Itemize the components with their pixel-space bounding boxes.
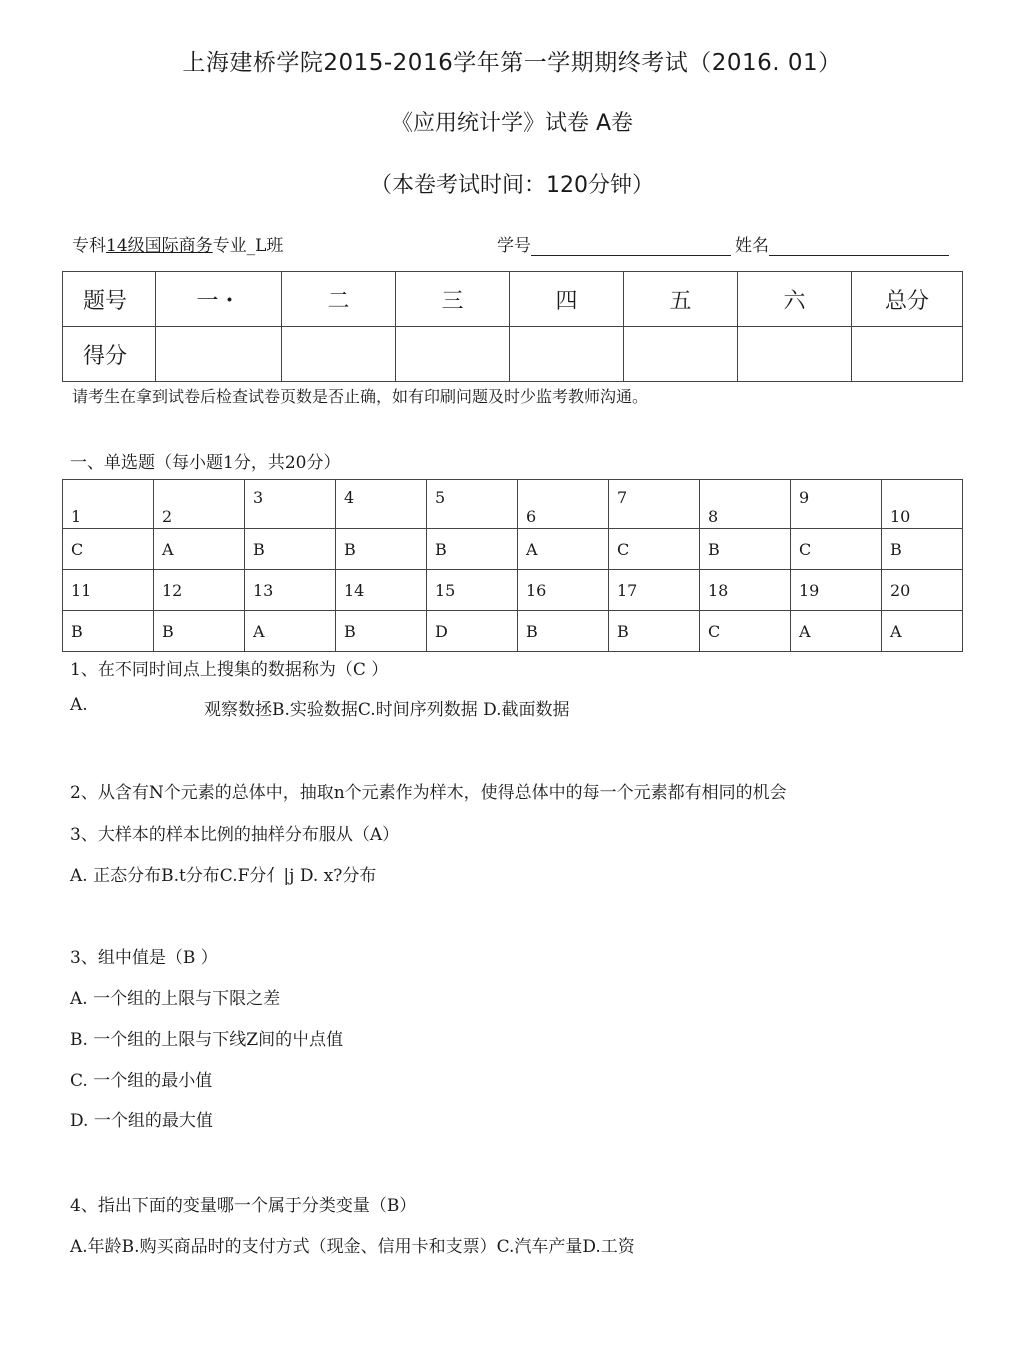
answer-number-cell: 7	[609, 480, 700, 529]
score-header-cell: 三	[396, 272, 510, 327]
answer-letter-cell: C	[609, 529, 700, 570]
answer-letter-cell: B	[245, 529, 336, 570]
question-4: 4、指出下面的变量哪一个属于分类变量（B）	[70, 1196, 417, 1216]
answer-number-cell: 9	[791, 480, 882, 529]
answer-number-cell: 18	[700, 570, 791, 611]
score-cell[interactable]	[510, 327, 624, 382]
answer-letter-cell: A	[882, 611, 963, 652]
score-cell[interactable]	[852, 327, 963, 382]
answer-letter-cell: B	[882, 529, 963, 570]
answer-number-row	[63, 570, 963, 611]
score-cell[interactable]	[738, 327, 852, 382]
answer-number-cell: 11	[63, 570, 154, 611]
class-info	[72, 231, 283, 256]
answer-number-cell: 3	[245, 480, 336, 529]
answer-letter-cell: A	[245, 611, 336, 652]
student-id-field[interactable]	[497, 231, 731, 256]
score-cell[interactable]	[624, 327, 738, 382]
answer-table	[62, 479, 963, 652]
question-4-options: A.年龄B.购买商品时的支付方式（现金、信用卡和支票）C.汽车产量D.工资	[70, 1237, 635, 1257]
score-row-label: 得分	[63, 327, 156, 382]
score-header-cell: 六	[738, 272, 852, 327]
question-3a: 3、大样本的样本比例的抽样分布服从（A）	[70, 825, 400, 845]
answer-letter-cell: B	[609, 611, 700, 652]
answer-number-cell: 1	[63, 480, 154, 529]
class-grade: 14级	[106, 236, 145, 256]
answer-number-cell: 2	[154, 480, 245, 529]
question-1-options: 观察数拯B.实验数据C.时间序列数据 D.截面数据	[204, 700, 570, 720]
answer-letter-cell: D	[427, 611, 518, 652]
answer-number-cell: 4	[336, 480, 427, 529]
student-id-label: 学号	[497, 236, 531, 256]
answer-letter-row	[63, 611, 963, 652]
answer-number-row	[63, 480, 963, 529]
score-header-cell: 二	[282, 272, 396, 327]
score-header-row	[63, 272, 963, 327]
answer-letter-row	[63, 529, 963, 570]
score-cell[interactable]	[396, 327, 510, 382]
answer-letter-cell: B	[63, 611, 154, 652]
answer-letter-cell: B	[700, 529, 791, 570]
score-header-cell: 一・	[156, 272, 282, 327]
student-name-field[interactable]	[735, 231, 949, 256]
answer-letter-cell: C	[791, 529, 882, 570]
exam-duration: （本卷考试时间：120分钟）	[370, 173, 654, 198]
score-header-cell: 四	[510, 272, 624, 327]
score-cell[interactable]	[282, 327, 396, 382]
student-name-label: 姓名	[735, 236, 769, 256]
answer-letter-cell: A	[154, 529, 245, 570]
answer-letter-cell: B	[154, 611, 245, 652]
answer-number-cell: 8	[700, 480, 791, 529]
question-3b-option-b: B. 一个组的上限与下线Z间的屮点值	[70, 1030, 344, 1050]
score-header-cell: 总分	[852, 272, 963, 327]
question-1: 1、在不同时间点上搜集的数据称为（C ）	[70, 660, 389, 680]
class-prefix: 专科	[72, 236, 106, 256]
answer-letter-cell: A	[518, 529, 609, 570]
answer-number-cell: 12	[154, 570, 245, 611]
question-3b-option-d: D. 一个组的最大值	[70, 1111, 213, 1131]
answer-number-cell: 6	[518, 480, 609, 529]
paper-title: 《应用统计学》试卷 A卷	[390, 111, 634, 136]
question-3b: 3、组中值是（B ）	[70, 948, 218, 968]
section1-title: 一、单选题（每小题1分，共20分）	[70, 453, 341, 473]
question-2: 2、从含有N个元素的总体中，抽取n个元素作为样木，使得总体中的每一个元素都有相同的机会	[70, 783, 787, 803]
answer-number-cell: 20	[882, 570, 963, 611]
answer-letter-cell: B	[518, 611, 609, 652]
score-cell[interactable]	[156, 327, 282, 382]
score-header-cell: 五	[624, 272, 738, 327]
student-name-blank[interactable]	[769, 238, 949, 256]
answer-number-cell: 19	[791, 570, 882, 611]
question-3b-option-a: A. 一个组的上限与下限之差	[70, 989, 281, 1009]
question-3b-option-c: C. 一个组的最小值	[70, 1071, 213, 1091]
question-3a-options: A. 正态分布B.t分布C.F分亻|j D. x?分布	[70, 866, 377, 886]
class-suffix: 专业_L班	[212, 236, 284, 256]
answer-letter-cell: C	[63, 529, 154, 570]
student-id-blank[interactable]	[531, 238, 731, 256]
class-major: 国际商务	[144, 236, 213, 256]
answer-letter-cell: C	[700, 611, 791, 652]
score-table	[62, 271, 963, 382]
answer-number-cell: 17	[609, 570, 700, 611]
question-1-option-label: A.	[70, 695, 88, 715]
answer-number-cell: 5	[427, 480, 518, 529]
score-header-cell: 题号	[63, 272, 156, 327]
notice-text: 请考生在拿到试卷后检查试卷页数是否止确，如有印刷问题及时少监考教师沟通。	[72, 387, 649, 406]
answer-letter-cell: B	[336, 529, 427, 570]
answer-number-cell: 15	[427, 570, 518, 611]
score-value-row	[63, 327, 963, 382]
answer-number-cell: 10	[882, 480, 963, 529]
answer-letter-cell: B	[336, 611, 427, 652]
answer-letter-cell: B	[427, 529, 518, 570]
answer-number-cell: 14	[336, 570, 427, 611]
answer-number-cell: 13	[245, 570, 336, 611]
answer-number-cell: 16	[518, 570, 609, 611]
exam-title: 上海建桥学院2015-2016学年第一学期期终考试（2016. 01）	[182, 50, 842, 76]
answer-letter-cell: A	[791, 611, 882, 652]
